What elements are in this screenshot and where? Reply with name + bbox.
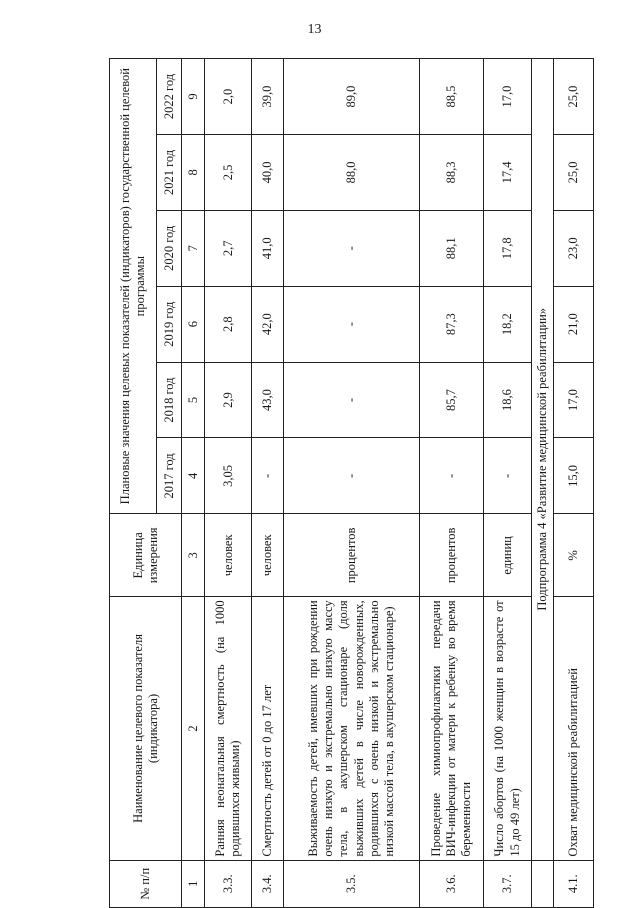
row-name: Смертность детей от 0 до 17 лет (252, 597, 284, 860)
row-value: 25,0 (554, 134, 594, 210)
index-cell: 3 (182, 514, 205, 597)
row-value: 43,0 (252, 362, 284, 438)
row-value: 3,05 (205, 438, 252, 514)
year-2019: 2019 год (157, 286, 182, 362)
row-num: 3.3. (205, 860, 252, 907)
year-2018: 2018 год (157, 362, 182, 438)
row-value: 17,0 (554, 362, 594, 438)
table-row (205, 59, 252, 908)
row-value: 88,3 (420, 134, 484, 210)
index-cell: 9 (182, 59, 205, 135)
row-value: 25,0 (554, 59, 594, 135)
index-cell: 2 (182, 597, 205, 860)
row-value: 2,8 (205, 286, 252, 362)
index-cell: 8 (182, 134, 205, 210)
row-num: 3.5. (284, 860, 420, 907)
row-value: 88,5 (420, 59, 484, 135)
row-value: 39,0 (252, 59, 284, 135)
row-value: 15,0 (554, 438, 594, 514)
subprogram-spacer (532, 860, 554, 907)
row-unit: процентов (284, 514, 420, 597)
table-frame (109, 58, 604, 908)
header-unit: Единица измерения (110, 514, 182, 597)
row-value: 2,9 (205, 362, 252, 438)
year-2020: 2020 год (157, 210, 182, 286)
row-num: 3.6. (420, 860, 484, 907)
row-value: - (284, 438, 420, 514)
subprogram-title: Подпрограмма 4 «Развитие медицинской реабилитации» (532, 59, 554, 861)
subprogram-row (532, 59, 554, 908)
row-value: 40,0 (252, 134, 284, 210)
table-row (554, 59, 594, 908)
row-name: Проведение химиопрофилактики передачи ВИЧ-инфекции от матери к ребенку во время беременности (420, 597, 484, 860)
row-num: 3.7. (484, 860, 532, 907)
index-cell: 7 (182, 210, 205, 286)
row-name: Выживаемость детей, имевших при рождении очень низкую и экстремально низкую массу тела, в акушерском стационаре (доля выживших детей в числе новорожденных, родившихся с очень низкой и экстремально низкой массой тела, в акушерском стационаре) (284, 597, 420, 860)
row-value: 89,0 (284, 59, 420, 135)
year-2021: 2021 год (157, 134, 182, 210)
row-unit: % (554, 514, 594, 597)
row-value: 88,1 (420, 210, 484, 286)
table-row (420, 59, 484, 908)
rotated-table-container (109, 58, 604, 908)
row-name: Число абортов (на 1000 женщин в возрасте от 15 до 49 лет) (484, 597, 532, 860)
row-value: 85,7 (420, 362, 484, 438)
row-value: - (284, 286, 420, 362)
header-name: Наименование целевого показателя (индикатора) (110, 597, 182, 860)
row-unit: процентов (420, 514, 484, 597)
header-plan: Плановые значения целевых показателей (индикаторов) государственной целевой программы (110, 59, 157, 514)
row-value: 17,4 (484, 134, 532, 210)
header-num: № п/п (110, 860, 182, 907)
row-value: - (284, 210, 420, 286)
row-value: 18,6 (484, 362, 532, 438)
table-row (252, 59, 284, 908)
row-value: 87,3 (420, 286, 484, 362)
row-value: 17,8 (484, 210, 532, 286)
row-value: - (420, 438, 484, 514)
row-unit: человек (252, 514, 284, 597)
index-row (182, 59, 205, 908)
row-value: 18,2 (484, 286, 532, 362)
row-value: 41,0 (252, 210, 284, 286)
year-2017: 2017 год (157, 438, 182, 514)
row-value: 2,0 (205, 59, 252, 135)
indicators-table (109, 58, 594, 908)
row-value: 21,0 (554, 286, 594, 362)
row-value: - (252, 438, 284, 514)
index-cell: 6 (182, 286, 205, 362)
table-row (284, 59, 420, 908)
index-cell: 5 (182, 362, 205, 438)
index-cell: 1 (182, 860, 205, 907)
row-value: 23,0 (554, 210, 594, 286)
row-unit: человек (205, 514, 252, 597)
row-value: 2,7 (205, 210, 252, 286)
row-value: 88,0 (284, 134, 420, 210)
page-number: 13 (307, 22, 322, 37)
row-name: Охват медицинской реабилитацией (554, 597, 594, 860)
index-cell: 4 (182, 438, 205, 514)
header-row (110, 59, 157, 908)
row-value: 42,0 (252, 286, 284, 362)
row-num: 3.4. (252, 860, 284, 907)
row-value: - (484, 438, 532, 514)
row-value: - (284, 362, 420, 438)
table-row (484, 59, 532, 908)
year-2022: 2022 год (157, 59, 182, 135)
row-name: Ранняя неонатальная смертность (на 1000 родившихся живыми) (205, 597, 252, 860)
row-unit: единиц (484, 514, 532, 597)
row-value: 2,5 (205, 134, 252, 210)
row-value: 17,0 (484, 59, 532, 135)
row-num: 4.1. (554, 860, 594, 907)
